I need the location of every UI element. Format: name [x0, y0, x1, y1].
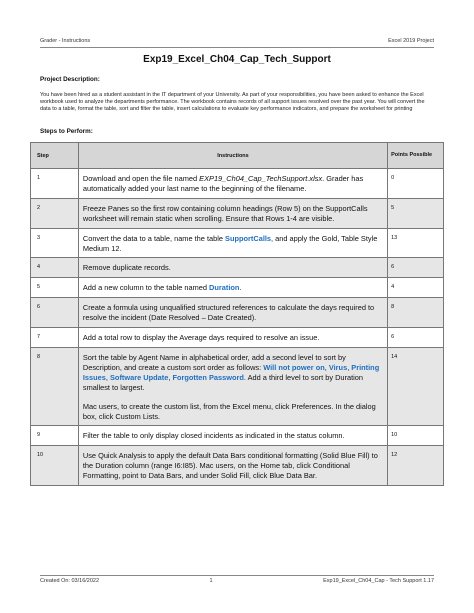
step-instructions: [78, 328, 387, 348]
column-header-points: Points Possible: [388, 143, 444, 169]
step-number: 1: [31, 169, 79, 199]
step-instructions: [78, 278, 387, 298]
points-possible: 6: [388, 328, 444, 348]
instruction-text: Use Quick Analysis to apply the default Data Bars conditional formatting (Solid Blue Fill) to the Duration column (range I6:I85). Mac users, on the Home tab, click Conditional Formatting, point to Data Bars, and under Solid Fill, click Blue Data Bar.: [82, 451, 378, 481]
table-row: [31, 426, 444, 446]
step-instructions: [78, 347, 387, 425]
points-possible: 14: [388, 347, 444, 425]
steps-heading: Steps to Perform:: [40, 128, 93, 135]
instruction-keyword: Duration: [209, 283, 240, 293]
instruction-text: ,: [105, 372, 110, 382]
project-description-heading: Project Description:: [40, 76, 100, 83]
step-instructions: [78, 298, 387, 328]
table-header-row: [31, 143, 444, 169]
points-possible: 8: [388, 298, 444, 328]
footer-page-number: 1: [209, 578, 213, 584]
instruction-text: , and apply the Gold, Table Style Medium 12.: [82, 233, 378, 253]
points-possible: 6: [388, 258, 444, 278]
points-possible: 0: [388, 169, 444, 199]
table-row: [31, 278, 444, 298]
page-footer: [40, 578, 434, 584]
document-title: Exp19_Excel_Ch04_Cap_Tech_Support: [143, 54, 331, 65]
points-possible: 4: [388, 278, 444, 298]
table-row: [31, 328, 444, 348]
step-instructions: [78, 426, 387, 446]
instruction-text: Filter the table to only display closed incidents as indicated in the status column.: [82, 431, 345, 441]
step-number: 7: [31, 328, 79, 348]
points-possible: 10: [388, 426, 444, 446]
instruction-keyword: SupportCalls: [225, 233, 272, 243]
table-row: [31, 347, 444, 425]
instruction-text: Mac users, to create the custom list, from the Excel menu, click Preferences. In the dialog box, click Custom Lists.: [82, 401, 376, 421]
instruction-text: EXP19_Ch04_Cap_TechSupport.xlsx: [199, 174, 323, 183]
step-instructions: [78, 169, 387, 199]
instruction-text: Download and open the file named: [82, 174, 200, 183]
instruction-text: Create a formula using unqualified structured references to calculate the days required to resolve the incident (Date Resolved – Date Created).: [82, 303, 375, 323]
instruction-keyword: Software Update: [110, 372, 169, 382]
steps-table-body: [31, 169, 444, 486]
step-instructions: [78, 198, 387, 228]
step-instructions: [78, 228, 387, 258]
instruction-text: Add a total row to display the Average days required to resolve an issue.: [82, 333, 320, 343]
footer-divider: [40, 575, 434, 576]
step-number: 6: [31, 298, 79, 328]
step-number: 3: [31, 228, 79, 258]
instruction-text: Convert the data to a table, name the table: [82, 233, 226, 243]
footer-document-id: Exp19_Excel_Ch04_Cap - Tech Support 1.17: [323, 578, 434, 584]
table-row: [31, 258, 444, 278]
instruction-text: Remove duplicate records.: [82, 263, 171, 273]
steps-table: [30, 142, 444, 486]
table-row: [31, 298, 444, 328]
instruction-keyword: Will not power on: [263, 362, 325, 372]
step-number: 10: [31, 446, 79, 486]
table-row: [31, 228, 444, 258]
instruction-text: Add a new column to the table named: [82, 283, 210, 293]
header-divider: [40, 47, 434, 48]
step-number: 9: [31, 426, 79, 446]
points-possible: 13: [388, 228, 444, 258]
instruction-text: ,: [168, 372, 173, 382]
header-left: Grader - Instructions: [40, 38, 91, 44]
step-instructions: [78, 258, 387, 278]
instruction-text: .: [239, 283, 242, 293]
step-number: 2: [31, 198, 79, 228]
table-row: [31, 446, 444, 486]
project-description: You have been hired as a student assistant in the IT department of your University. As part of your responsibilities, you have been asked to enhance the Excel workbook used to analyze the departments performance. The workbook contains records of all support issues resolved over the past year. You will convert the data to a table, format the table, sort and filter the table, insert calculations to evaluate key performance indicators, and prepare the worksheet for printing: [40, 92, 425, 112]
instruction-text: . Grader has automatically added your last name to the beginning of the filename.: [82, 174, 364, 193]
instruction-keyword: Virus: [328, 362, 348, 372]
table-row: [31, 169, 444, 199]
instruction-text: . Add a third level to sort by Duration smallest to largest.: [82, 372, 364, 392]
instruction-text: ,: [324, 362, 329, 372]
instruction-text: ,: [347, 362, 352, 372]
step-number: 8: [31, 347, 79, 425]
footer-created-on: Created On: 03/16/2022: [40, 578, 100, 584]
points-possible: 5: [388, 198, 444, 228]
step-number: 4: [31, 258, 79, 278]
instruction-text: Sort the table by Agent Name in alphabetical order, add a second level to sort by Description, and create a custom sort order as follows:: [82, 352, 346, 372]
step-number: 5: [31, 278, 79, 298]
column-header-step: Step: [31, 143, 79, 169]
instruction-keyword: Printing Issues: [82, 362, 380, 382]
points-possible: 12: [388, 446, 444, 486]
instruction-keyword: Forgotten Password: [172, 372, 244, 382]
header-right: Excel 2019 Project: [388, 38, 434, 44]
table-row: [31, 198, 444, 228]
column-header-instructions: Instructions: [78, 143, 387, 169]
instruction-text: Freeze Panes so the first row containing column headings (Row 5) on the SupportCalls worksheet will remain static when scrolling. Ensure that Rows 1-4 are visible.: [82, 203, 368, 223]
step-instructions: [78, 446, 387, 486]
